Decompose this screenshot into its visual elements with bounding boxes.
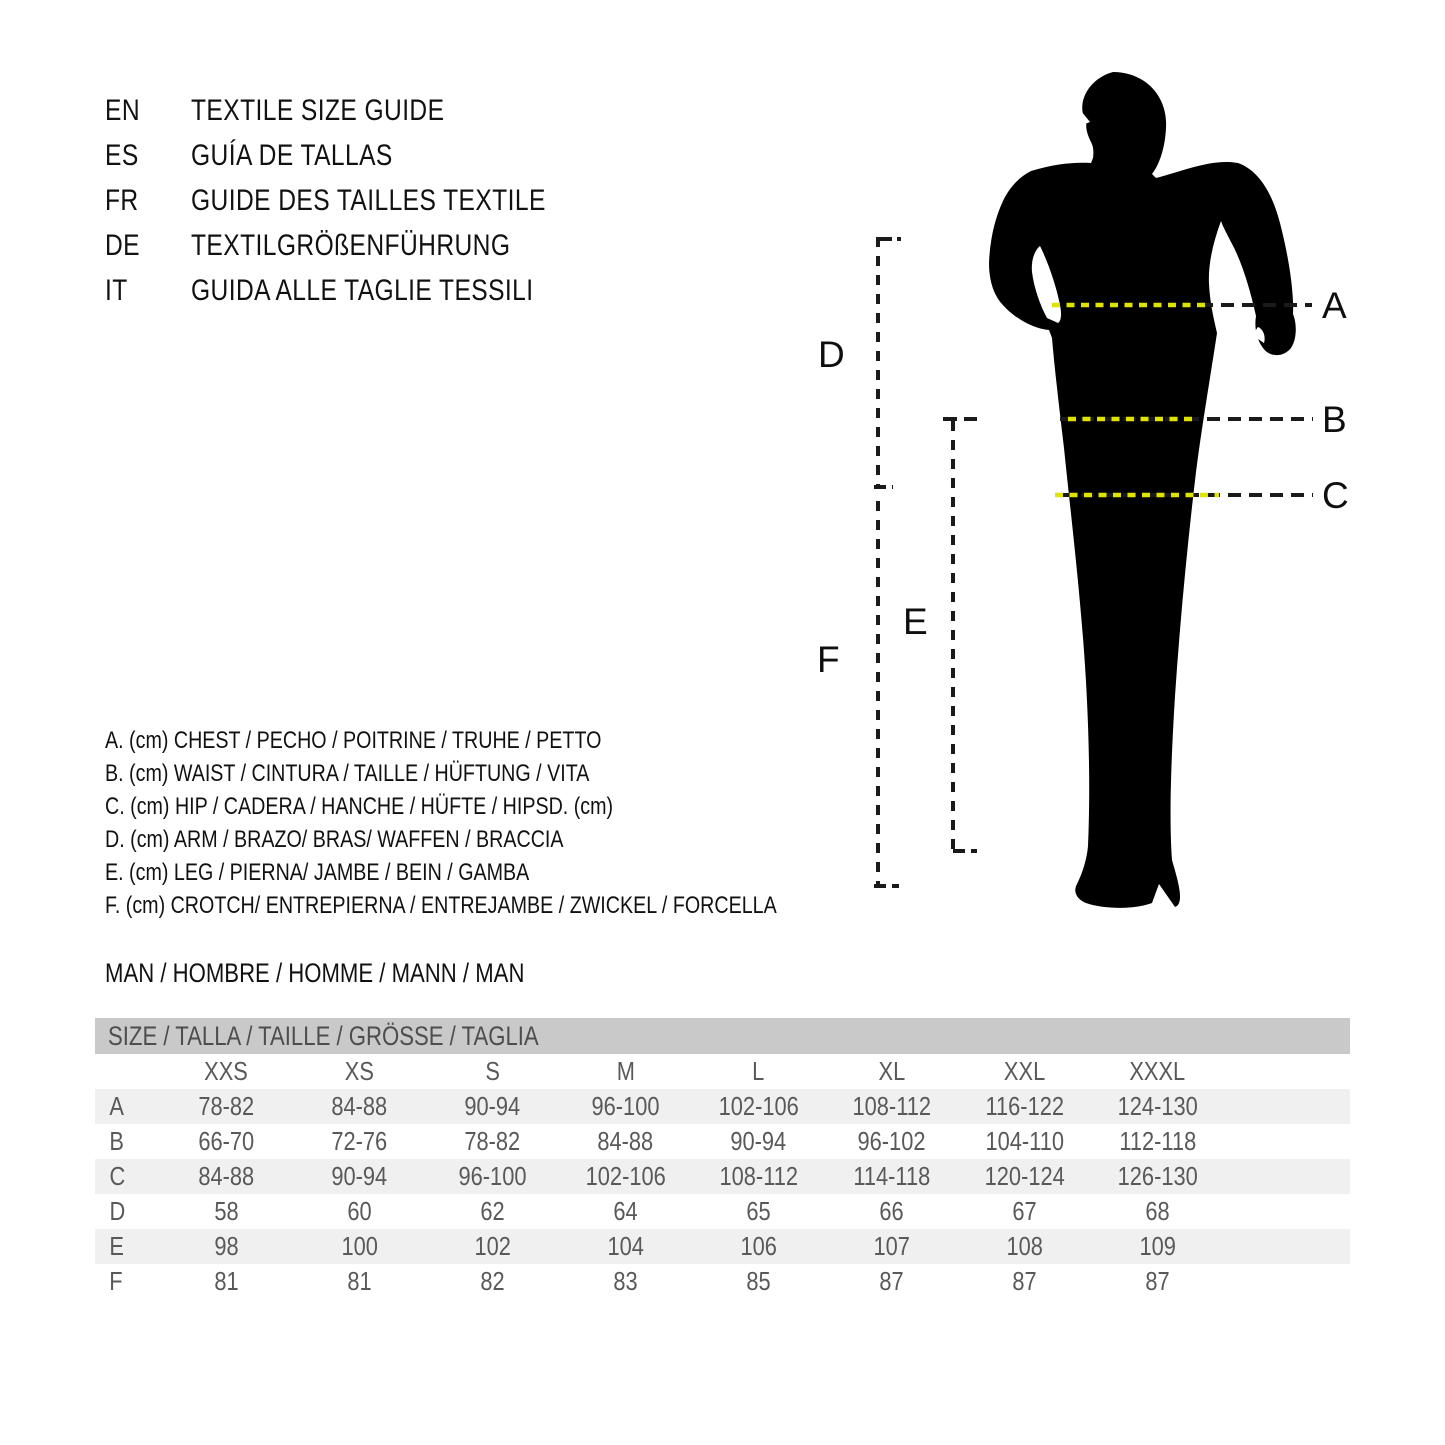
cell: 102-106 — [718, 1091, 799, 1121]
cell: 81 — [214, 1266, 239, 1296]
cell: 60 — [347, 1196, 372, 1226]
legend-crotch: F. (cm) CROTCH/ ENTREPIERNA / ENTREJAMBE / ZWICKEL / FORCELLA — [105, 891, 777, 919]
cell: 84-88 — [198, 1161, 255, 1191]
cell: 116-122 — [985, 1091, 1064, 1121]
title-row-es — [105, 133, 624, 178]
size-table-title-bar — [95, 1018, 1350, 1054]
lang-code-fr: FR — [105, 183, 139, 217]
marker-e: E — [903, 601, 928, 642]
cell: 82 — [480, 1266, 505, 1296]
title-row-de — [105, 223, 624, 268]
arm-measure-line — [874, 237, 901, 489]
marker-a: A — [1322, 285, 1347, 326]
cell: 66 — [879, 1196, 904, 1226]
gender-category-line — [105, 958, 617, 989]
measurement-legend — [105, 724, 924, 922]
cell: 85 — [746, 1266, 771, 1296]
lang-code-de: DE — [105, 228, 141, 262]
size-table-columns-row — [95, 1054, 1350, 1089]
cell: 106 — [740, 1231, 777, 1261]
cell: 100 — [341, 1231, 378, 1261]
cell: 108-112 — [852, 1091, 931, 1121]
col-xxxl: XXXL — [1129, 1056, 1186, 1086]
row-label: A — [109, 1091, 124, 1121]
man-silhouette-icon — [989, 72, 1296, 908]
cell: 96-102 — [857, 1126, 926, 1156]
cell: 72-76 — [331, 1126, 388, 1156]
cell: 96-100 — [458, 1161, 527, 1191]
table-row-crotch — [95, 1264, 1350, 1299]
marker-d: D — [818, 334, 845, 375]
title-fr: GUIDE DES TAILLES TEXTILE — [191, 183, 546, 217]
title-de: TEXTILGRÖßENFÜHRUNG — [191, 228, 511, 262]
col-l: L — [752, 1056, 765, 1086]
legend-chest: A. (cm) CHEST / PECHO / POITRINE / TRUHE / PETTO — [105, 726, 602, 754]
title-row-it — [105, 268, 624, 313]
legend-waist: B. (cm) WAIST / CINTURA / TAILLE / HÜFTUNG / VITA — [105, 759, 590, 787]
cell: 84-88 — [331, 1091, 388, 1121]
legend-hip: C. (cm) HIP / CADERA / HANCHE / HÜFTE / HIPSD. (cm) — [105, 792, 614, 820]
size-table — [95, 1018, 1350, 1299]
cell: 62 — [480, 1196, 505, 1226]
cell: 66-70 — [198, 1126, 255, 1156]
cell: 90-94 — [730, 1126, 787, 1156]
title-row-en — [105, 88, 624, 133]
legend-arm: D. (cm) ARM / BRAZO/ BRAS/ WAFFEN / BRACCIA — [105, 825, 564, 853]
cell: 78-82 — [198, 1091, 255, 1121]
col-xs: XS — [344, 1056, 375, 1086]
cell: 96-100 — [591, 1091, 660, 1121]
lang-code-es: ES — [105, 138, 139, 172]
cell: 124-130 — [1117, 1091, 1198, 1121]
cell: 84-88 — [597, 1126, 654, 1156]
cell: 68 — [1145, 1196, 1170, 1226]
cell: 87 — [879, 1266, 904, 1296]
title-en: TEXTILE SIZE GUIDE — [191, 93, 445, 127]
cell: 65 — [746, 1196, 771, 1226]
cell: 64 — [613, 1196, 638, 1226]
cell: 90-94 — [464, 1091, 521, 1121]
cell: 98 — [214, 1231, 239, 1261]
cell: 108-112 — [719, 1161, 798, 1191]
legend-leg: E. (cm) LEG / PIERNA/ JAMBE / BEIN / GAMBA — [105, 858, 530, 886]
cell: 114-118 — [853, 1161, 930, 1191]
row-label: F — [109, 1266, 123, 1296]
table-row-hip — [95, 1159, 1350, 1194]
cell: 104-110 — [985, 1126, 1064, 1156]
lang-code-it: IT — [105, 273, 128, 307]
cell: 58 — [214, 1196, 239, 1226]
marker-f: F — [817, 639, 840, 680]
table-row-arm — [95, 1194, 1350, 1229]
col-s: S — [485, 1056, 500, 1086]
cell: 108 — [1006, 1231, 1043, 1261]
cell: 78-82 — [464, 1126, 521, 1156]
cell: 120-124 — [984, 1161, 1065, 1191]
col-xl: XL — [878, 1056, 905, 1086]
row-label: D — [109, 1196, 126, 1226]
gender-category-text: MAN / HOMBRE / HOMME / MANN / MAN — [105, 958, 525, 988]
cell: 109 — [1139, 1231, 1176, 1261]
title-row-fr — [105, 178, 624, 223]
size-table-title: SIZE / TALLA / TAILLE / GRÖSSE / TAGLIA — [108, 1020, 539, 1051]
table-row-chest — [95, 1089, 1350, 1124]
cell: 102 — [474, 1231, 511, 1261]
title-language-list — [105, 88, 624, 313]
lang-code-en: EN — [105, 93, 141, 127]
table-row-waist — [95, 1124, 1350, 1159]
col-xxl: XXL — [1003, 1056, 1046, 1086]
cell: 104 — [607, 1231, 644, 1261]
cell: 67 — [1012, 1196, 1037, 1226]
leg-measure-line — [953, 421, 977, 851]
title-es: GUÍA DE TALLAS — [191, 138, 393, 172]
row-label: E — [109, 1231, 124, 1261]
col-m: M — [616, 1056, 635, 1086]
cell: 102-106 — [585, 1161, 666, 1191]
cell: 87 — [1012, 1266, 1037, 1296]
title-it: GUIDA ALLE TAGLIE TESSILI — [191, 273, 534, 307]
cell: 81 — [347, 1266, 372, 1296]
cell: 83 — [613, 1266, 638, 1296]
col-xxs: XXS — [204, 1056, 249, 1086]
row-label: B — [109, 1126, 124, 1156]
table-row-leg — [95, 1229, 1350, 1264]
cell: 90-94 — [331, 1161, 388, 1191]
cell: 112-118 — [1119, 1126, 1196, 1156]
marker-c: C — [1322, 475, 1349, 516]
cell: 126-130 — [1117, 1161, 1198, 1191]
cell: 107 — [873, 1231, 910, 1261]
marker-b: B — [1322, 399, 1347, 440]
cell: 87 — [1145, 1266, 1170, 1296]
row-label: C — [109, 1161, 126, 1191]
